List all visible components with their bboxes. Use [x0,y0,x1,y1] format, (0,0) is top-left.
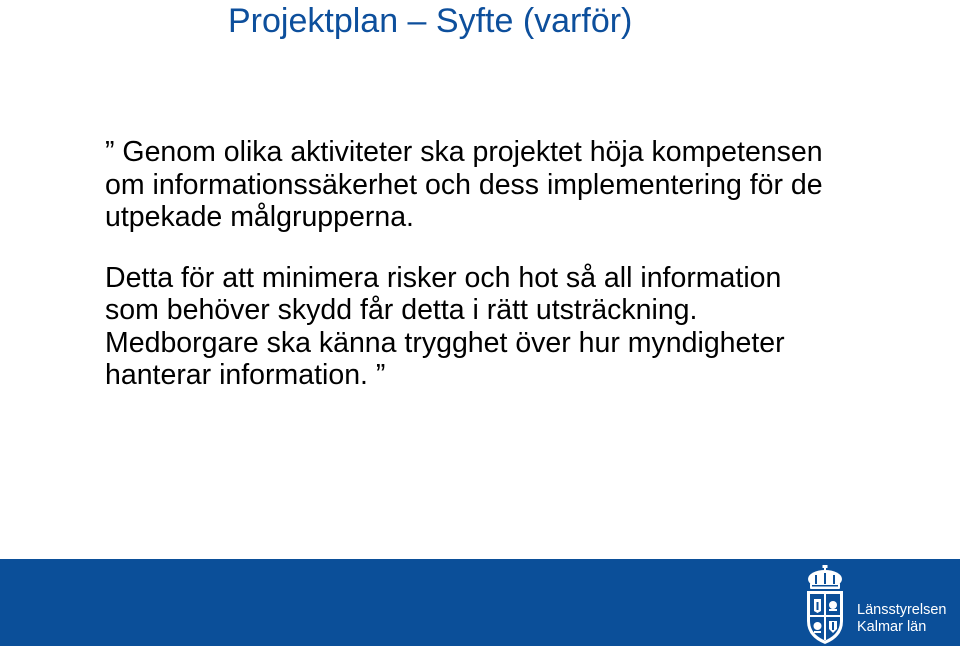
logo-line-lansstyrelsen: Länsstyrelsen [857,602,947,618]
paragraph-purpose: ” Genom olika aktiviteter ska projektet höja kompetensen om informationssäkerhet och dess implementering för de utpekade målgrupperna. [105,136,823,233]
logo-line-kalmar-lan: Kalmar län [857,619,927,635]
slide-title: Projektplan – Syfte (varför) [228,2,633,40]
crown-shield-crest-icon [802,565,848,645]
lansstyrelsen-logo [802,565,952,645]
logo-text [857,602,946,636]
footer-bar [0,559,960,646]
slide-body [105,136,825,392]
paragraph-goal: Detta för att minimera risker och hot så all information som behöver skydd får detta i rätt utsträckning. Medborgare ska känna trygghet över hur myndigheter hanterar information. ” [105,261,785,391]
